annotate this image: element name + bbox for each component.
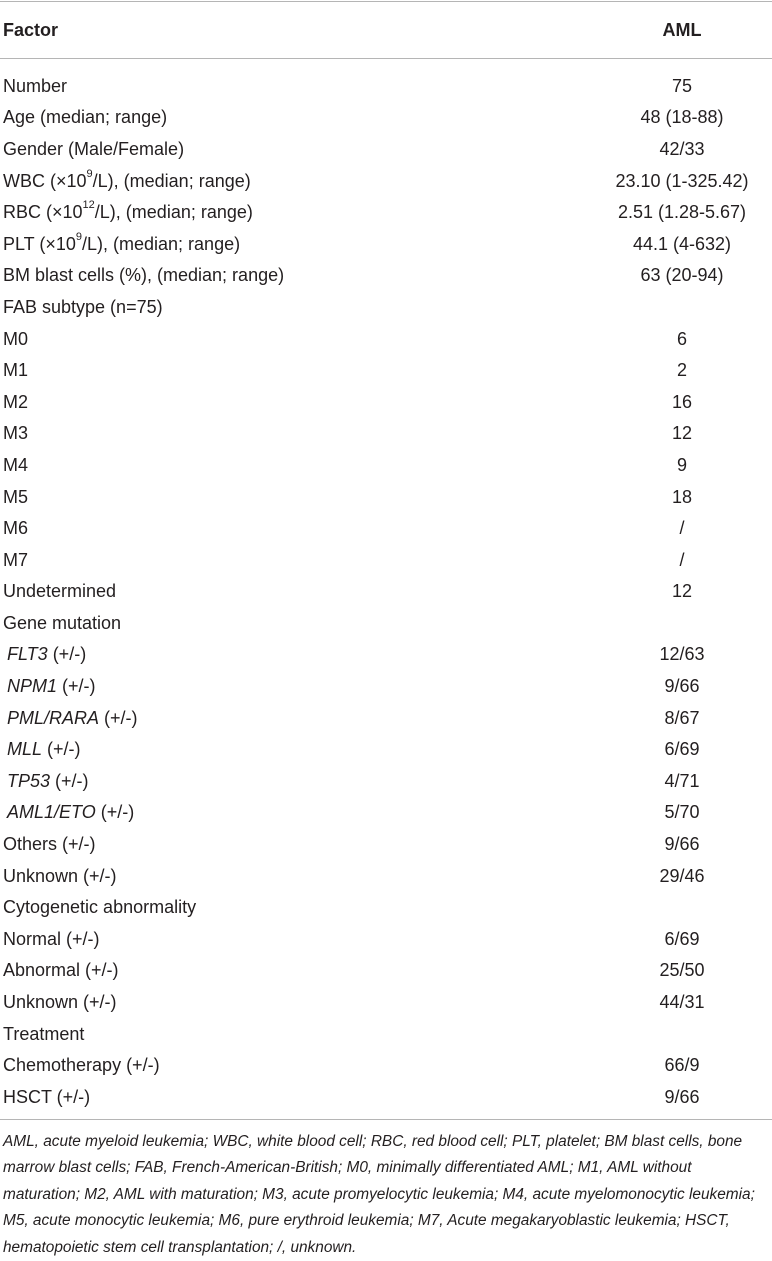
gene-suffix: (+/-) bbox=[95, 802, 135, 823]
row-label: M6 bbox=[3, 518, 29, 539]
gene-name: FLT3 bbox=[7, 644, 48, 665]
row-label bbox=[0, 803, 134, 821]
row-label bbox=[0, 772, 89, 790]
table-row bbox=[0, 323, 772, 355]
row-value: 23.10 (1-325.42) bbox=[615, 170, 749, 191]
table-row bbox=[0, 702, 772, 734]
label-prefix: WBC (×10 bbox=[3, 170, 87, 191]
row-label: Cytogenetic abnormality bbox=[3, 897, 197, 918]
row-value: 42/33 bbox=[659, 138, 705, 159]
row-label: M2 bbox=[3, 391, 29, 412]
gene-name: AML1/ETO bbox=[7, 802, 96, 823]
label-prefix: PLT (×10 bbox=[3, 233, 76, 254]
label-suffix: /L), (median; range) bbox=[92, 170, 251, 191]
table-row bbox=[0, 639, 772, 671]
table-row bbox=[0, 923, 772, 955]
row-label: Gender (Male/Female) bbox=[3, 138, 185, 159]
table-row bbox=[0, 386, 772, 418]
table-row bbox=[0, 449, 772, 481]
row-label: Undetermined bbox=[3, 581, 117, 602]
row-label: M4 bbox=[3, 454, 29, 475]
label-exponent: 12 bbox=[82, 199, 95, 212]
table-footnote: AML, acute myeloid leukemia; WBC, white blood cell; RBC, red blood cell; PLT, platelet; BM blast cells, bone marrow blast cells; FAB, French-American-British; M0, minimally differentiated AML; M1, AML without maturation; M2, AML with maturation; M3, acute promyelocytic leukemia; M4, acute myelomonocytic leukemia; M5, acute monocytic leukemia; M6, pure erythroid leukemia; M7, Acute megakaryoblastic leukemia; HSCT, hematopoietic stem cell transplantation; /, unknown. bbox=[3, 1132, 755, 1256]
header-aml: AML bbox=[662, 19, 702, 40]
table-row bbox=[0, 165, 772, 197]
table-row bbox=[0, 102, 772, 134]
label-exponent: 9 bbox=[75, 230, 83, 243]
row-label: BM blast cells (%), (median; range) bbox=[3, 265, 285, 286]
table-row bbox=[0, 260, 772, 292]
row-label: Unknown (+/-) bbox=[3, 992, 117, 1013]
table-row bbox=[0, 133, 772, 165]
table-row bbox=[0, 986, 772, 1018]
table-row bbox=[0, 765, 772, 797]
row-value: 48 (18-88) bbox=[640, 107, 724, 128]
row-value: 44.1 (4-632) bbox=[632, 233, 732, 254]
table-row bbox=[0, 544, 772, 576]
table-row bbox=[0, 891, 772, 923]
row-value: 44/31 bbox=[659, 992, 705, 1013]
table-row bbox=[0, 860, 772, 892]
table-row bbox=[0, 955, 772, 987]
row-value: 75 bbox=[671, 75, 693, 96]
row-label: M1 bbox=[3, 360, 29, 381]
row-label: Others (+/-) bbox=[3, 834, 96, 855]
row-value: 5/70 bbox=[664, 802, 700, 823]
table-row bbox=[0, 228, 772, 260]
table-row bbox=[0, 70, 772, 102]
row-label: M0 bbox=[3, 328, 29, 349]
row-value: 29/46 bbox=[659, 865, 705, 886]
row-value: 9/66 bbox=[664, 834, 700, 855]
row-label bbox=[0, 199, 253, 223]
row-value: 12 bbox=[671, 581, 693, 602]
gene-suffix: (+/-) bbox=[50, 770, 89, 791]
gene-name: PML/RARA bbox=[7, 707, 100, 728]
gene-name: MLL bbox=[7, 739, 43, 760]
row-value: 2.51 (1.28-5.67) bbox=[617, 202, 747, 223]
row-value: 2 bbox=[676, 360, 687, 381]
row-value: / bbox=[679, 518, 685, 539]
row-label: Abnormal (+/-) bbox=[3, 960, 119, 981]
row-label: Age (median; range) bbox=[3, 107, 168, 128]
row-label: Chemotherapy (+/-) bbox=[3, 1055, 160, 1076]
row-value: 4/71 bbox=[664, 770, 700, 791]
row-label: FAB subtype (n=75) bbox=[3, 296, 163, 317]
row-label bbox=[0, 230, 241, 254]
label-prefix: RBC (×10 bbox=[3, 202, 83, 223]
table-row bbox=[0, 1081, 772, 1113]
row-value: 8/67 bbox=[664, 707, 700, 728]
gene-suffix: (+/-) bbox=[42, 739, 81, 760]
row-value: 6/69 bbox=[664, 739, 700, 760]
table-row bbox=[0, 607, 772, 639]
row-label: Treatment bbox=[3, 1023, 85, 1044]
row-label: HSCT (+/-) bbox=[3, 1086, 91, 1107]
row-value: 9/66 bbox=[664, 1086, 700, 1107]
row-value: 66/9 bbox=[664, 1055, 700, 1076]
table-header bbox=[0, 2, 772, 58]
row-label: Number bbox=[3, 75, 68, 96]
table-row bbox=[0, 828, 772, 860]
row-value: 12 bbox=[671, 423, 693, 444]
row-value: 16 bbox=[671, 391, 693, 412]
label-suffix: /L), (median; range) bbox=[82, 233, 241, 254]
label-exponent: 9 bbox=[86, 167, 93, 180]
table-row bbox=[0, 576, 772, 608]
table-row bbox=[0, 733, 772, 765]
row-value: 12/63 bbox=[659, 644, 705, 665]
row-label bbox=[0, 677, 96, 695]
table-row bbox=[0, 354, 772, 386]
table-row bbox=[0, 481, 772, 513]
label-suffix: /L), (median; range) bbox=[94, 202, 253, 223]
table-row bbox=[0, 512, 772, 544]
row-label bbox=[0, 709, 138, 727]
table-body bbox=[0, 59, 772, 1113]
row-value: 6 bbox=[676, 328, 687, 349]
row-value: 25/50 bbox=[659, 960, 705, 981]
table-row bbox=[0, 196, 772, 228]
row-value: 63 (20-94) bbox=[640, 265, 724, 286]
gene-name: NPM1 bbox=[7, 676, 58, 697]
table-row bbox=[0, 1018, 772, 1050]
row-value: / bbox=[679, 549, 685, 570]
row-value: 9/66 bbox=[664, 676, 700, 697]
row-value: 18 bbox=[671, 486, 693, 507]
table-row bbox=[0, 1049, 772, 1081]
gene-name: TP53 bbox=[7, 770, 51, 791]
gene-suffix: (+/-) bbox=[47, 644, 87, 665]
row-value: 9 bbox=[676, 454, 687, 475]
row-value: 6/69 bbox=[664, 928, 700, 949]
row-label: M7 bbox=[3, 549, 29, 570]
gene-suffix: (+/-) bbox=[99, 707, 138, 728]
header-factor: Factor bbox=[3, 19, 59, 40]
row-label: Gene mutation bbox=[3, 612, 122, 633]
table-row bbox=[0, 797, 772, 829]
table-row bbox=[0, 418, 772, 450]
row-label bbox=[0, 740, 81, 758]
row-label bbox=[0, 645, 86, 663]
table-row bbox=[0, 291, 772, 323]
row-label: M5 bbox=[3, 486, 29, 507]
row-label: Normal (+/-) bbox=[3, 928, 100, 949]
row-label: M3 bbox=[3, 423, 29, 444]
table-row bbox=[0, 670, 772, 702]
gene-suffix: (+/-) bbox=[57, 676, 96, 697]
row-label bbox=[0, 167, 251, 191]
row-label: Unknown (+/-) bbox=[3, 865, 117, 886]
